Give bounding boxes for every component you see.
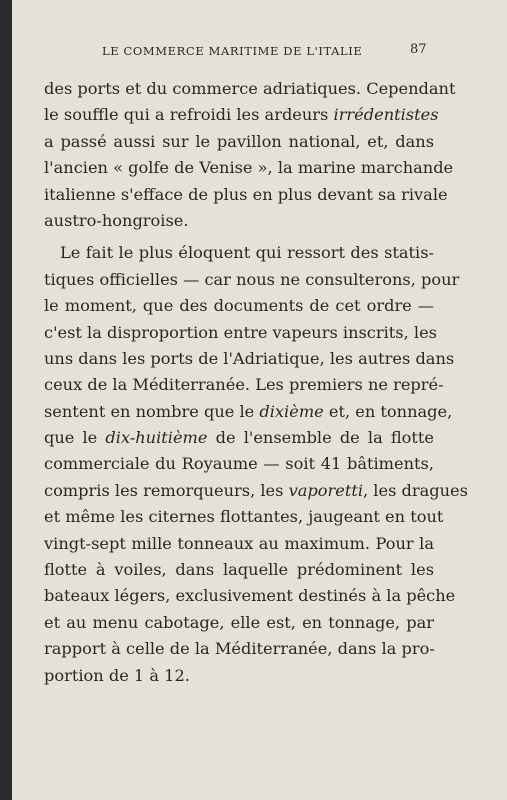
- text-line: austro-hongroise.: [44, 210, 189, 230]
- text-line: portion de 1 à 12.: [44, 665, 190, 685]
- text-line: tiques officielles — car nous ne consulterons, pour: [44, 269, 460, 289]
- text-line: ceux de la Méditerranée. Les premiers ne repré-: [44, 375, 444, 395]
- italic-term: dix-huitième: [105, 428, 208, 448]
- text-line: a passé aussi sur le pavillon national, et, dans: [44, 131, 434, 151]
- text-line: le moment, que des documents de cet ordre —: [44, 296, 434, 316]
- text-line: italienne s'efface de plus en plus devant sa rivale: [44, 184, 448, 204]
- text-line: des ports et du commerce adriatiques. Cependant: [44, 79, 456, 98]
- paragraph-2: [44, 240, 468, 689]
- text-line: commerciale du Royaume — soit 41 bâtiments,: [44, 454, 434, 474]
- text-line: bateaux légers, exclusivement destinés à la pêche: [44, 586, 456, 606]
- text-line: et au menu cabotage, elle est, en tonnage, par: [44, 612, 434, 632]
- italic-term: vaporetti: [288, 480, 364, 500]
- text-line: et même les citernes flottantes, jaugeant en tout: [44, 507, 444, 527]
- book-page: [12, 0, 507, 800]
- text-line: sentent en nombre que le dixième et, en tonnage,: [44, 401, 453, 421]
- text-line: vingt-sept mille tonneaux au maximum. Pour la: [44, 533, 434, 553]
- text-line: rapport à celle de la Méditerranée, dans la pro-: [44, 639, 435, 659]
- paragraph-1: [44, 76, 456, 234]
- text-line: Le fait le plus éloquent qui ressort des statis-: [60, 243, 434, 263]
- italic-term: dixième: [259, 401, 324, 421]
- text-line: le souffle qui a refroidi les ardeurs irrédentistes: [44, 105, 439, 125]
- text-line: uns dans les ports de l'Adriatique, les autres dans: [44, 348, 455, 368]
- running-head: LE COMMERCE MARITIME DE L'ITALIE: [102, 44, 363, 58]
- body-text: [44, 76, 468, 689]
- page-number: 87: [410, 42, 427, 57]
- text-line: c'est la disproportion entre vapeurs inscrits, les: [44, 322, 437, 342]
- text-line: compris les remorqueurs, les vaporetti, les dragues: [44, 480, 468, 500]
- text-line: flotte à voiles, dans laquelle prédominent les: [44, 560, 434, 580]
- italic-term: irrédentistes: [333, 105, 439, 125]
- text-line: l'ancien « golfe de Venise », la marine marchande: [44, 158, 454, 178]
- text-line: que le dix-huitième de l'ensemble de la flotte: [44, 428, 434, 448]
